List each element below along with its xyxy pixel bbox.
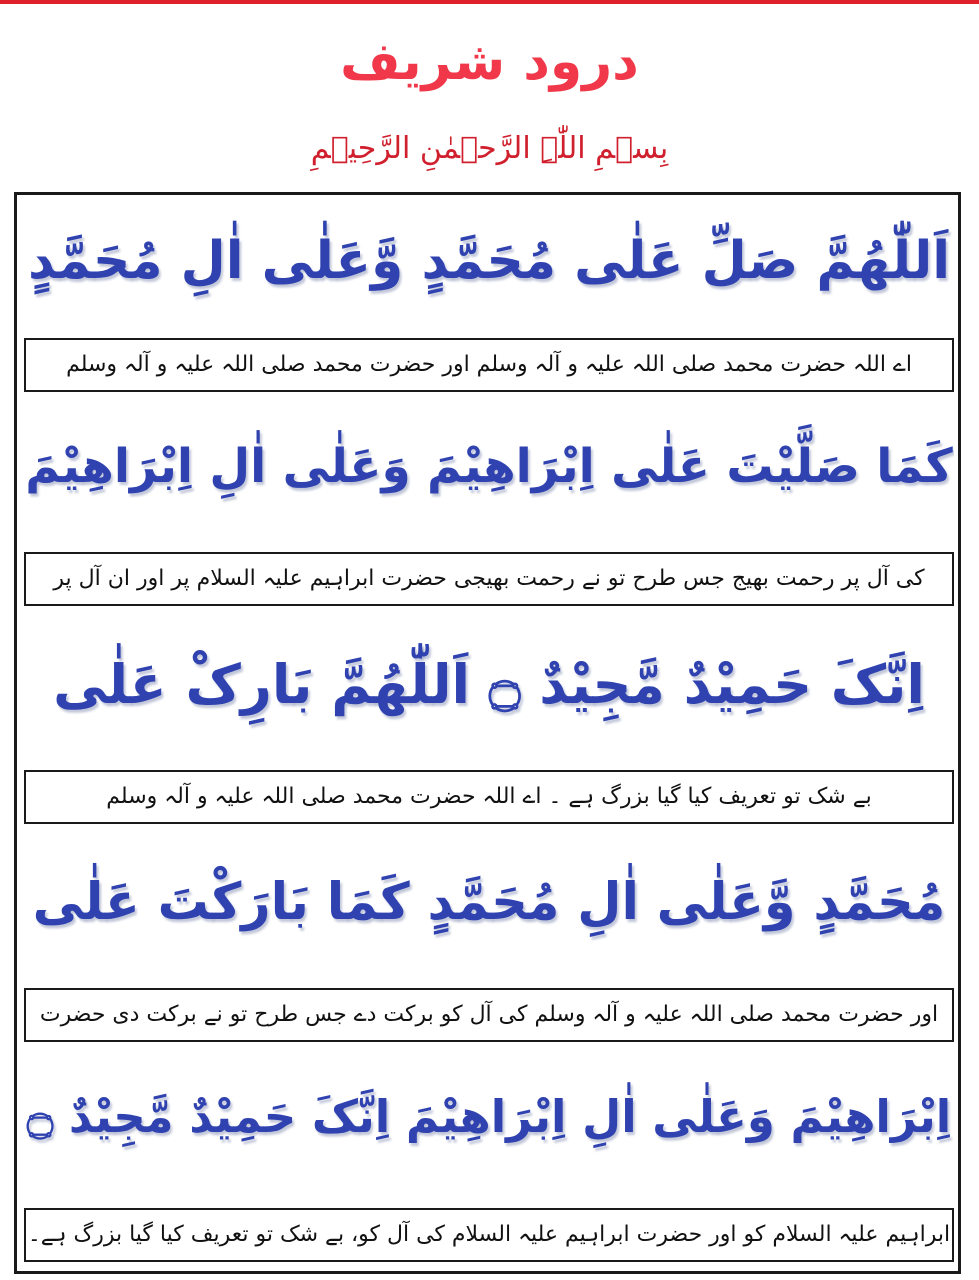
page-title: درود شریف: [340, 32, 639, 92]
top-border-line: [0, 0, 979, 4]
arabic-line-2: کَمَا صَلَّیْتَ عَلٰی اِبْرَاھِیْمَ وَعَلٰی اٰلِ اِبْرَاھِیْمَ: [25, 439, 953, 494]
bismillah-heading: بِسۡمِ اللّٰہِ الرَّحۡمٰنِ الرَّحِیۡمِ: [310, 131, 669, 166]
arabic-line-4: مُحَمَّدٍ وَّعَلٰی اٰلِ مُحَمَّدٍ کَمَا بَارَکْتَ عَلٰی: [32, 873, 946, 932]
urdu-translation-5: ابراہیم علیہ السلام کو اور حضرت ابراہیم علیہ السلام کی آل کو، بے شک تو تعریف کیا گیا بزرگ ہے۔: [24, 1208, 954, 1262]
arabic-line-3: اِنَّکَ حَمِیْدٌ مَّجِیْدٌ ۝ اَللّٰھُمَّ بَارِکْ عَلٰی: [53, 653, 925, 716]
arabic-line-5: اِبْرَاھِیْمَ وَعَلٰی اٰلِ اِبْرَاھِیْمَ اِنَّکَ حَمِیْدٌ مَّجِیْدٌ ۝: [26, 1090, 952, 1143]
urdu-translation-2: کی آل پر رحمت بھیج جس طرح تو نے رحمت بھیجی حضرت ابراہیم علیہ السلام پر اور ان آل پر: [24, 552, 954, 606]
urdu-translation-3: بے شک تو تعریف کیا گیا بزرگ ہے ۔ اے اللہ حضرت محمد صلی اللہ علیہ و آلہ وسلم: [24, 770, 954, 824]
urdu-translation-1: اے اللہ حضرت محمد صلی اللہ علیہ و آلہ وسلم اور حضرت محمد صلی اللہ علیہ و آلہ وسلم: [24, 338, 954, 392]
arabic-line-1: اَللّٰھُمَّ صَلِّ عَلٰی مُحَمَّدٍ وَّعَلٰی اٰلِ مُحَمَّدٍ: [27, 231, 951, 291]
urdu-translation-4: اور حضرت محمد صلی اللہ علیہ و آلہ وسلم کی آل کو برکت دے جس طرح تو نے برکت دی حضرت: [24, 988, 954, 1042]
